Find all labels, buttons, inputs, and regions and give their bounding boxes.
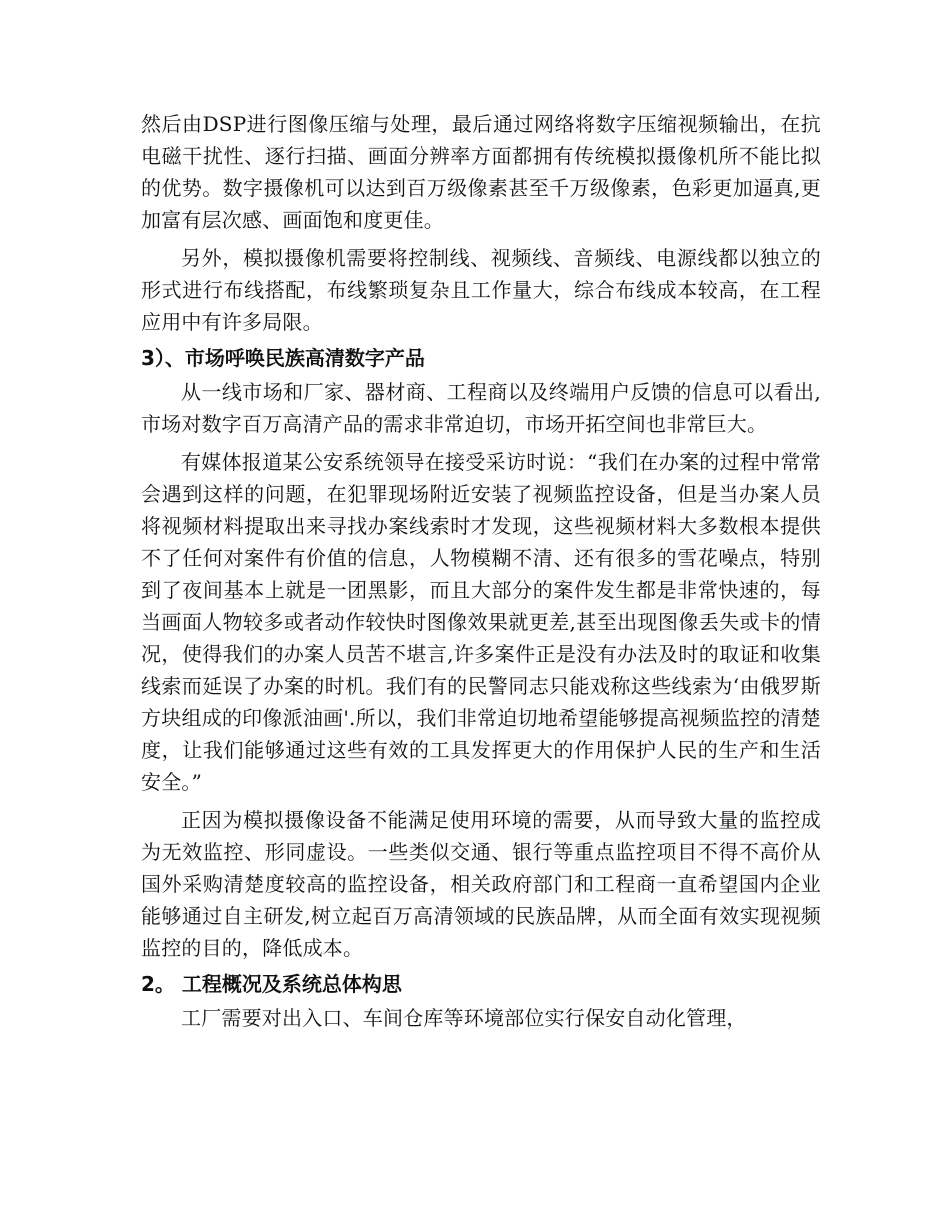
document-body bbox=[141, 108, 821, 1034]
paragraph-market-feedback: 从一线市场和厂家、器材商、工程商以及终端用户反馈的信息可以看出,市场对数字百万高清产品的需求非常迫切，市场开拓空间也非常巨大。 bbox=[141, 380, 821, 436]
paragraph-invalid-monitoring: 正因为模拟摄像设备不能满足使用环境的需要，从而导致大量的监控成为无效监控、形同虚设。一些类似交通、银行等重点监控项目不得不高价从国外采购清楚度较高的监控设备，相关政府部门和工程商一直希望国内企业能够通过自主研发,树立起百万高清领域的民族品牌，从而全面有效实现视频监控的目的，降低成本。 bbox=[141, 808, 821, 960]
section-heading-project-overview: 2。 工程概况及系统总体构思 bbox=[141, 972, 402, 996]
paragraph-police-quote: 有媒体报道某公安系统领导在接受采访时说：“我们在办案的过程中常常会遇到这样的问题，在犯罪现场附近安装了视频监控设备，但是当办案人员将视频材料提取出来寻找办案线索时才发现，这些视频材料大多数根本提供不了任何对案件有价值的信息，人物模糊不清、还有很多的雪花噪点，特别到了夜间基本上就是一团黑影，而且大部分的案件发生都是非常快速的，每当画面人物较多或者动作较快时图像效果就更差,甚至出现图像丢失或卡的情况，使得我们的办案人员苦不堪言,许多案件正是没有办法及时的取证和收集线索而延误了办案的时机。我们有的民警同志只能戏称这些线索为‘由俄罗斯方块组成的印像派油画'.所以，我们非常迫切地希望能够提高视频监控的清楚度，让我们能够通过这些有效的工具发挥更大的作用保护人民的生产和生活安全。” bbox=[141, 450, 821, 794]
paragraph-factory-needs: 工厂需要对出入口、车间仓库等环境部位实行保安自动化管理， bbox=[181, 1006, 747, 1030]
paragraph-digital-camera-advantages: 然后由DSP进行图像压缩与处理，最后通过网络将数字压缩视频输出，在抗电磁干扰性、逐行扫描、画面分辨率方面都拥有传统模拟摄像机所不能比拟的优势。数字摄像机可以达到百万级像素甚至千万级像素，色彩更加逼真,更加富有层次感、画面饱和度更佳。 bbox=[141, 112, 821, 232]
section-heading-market: 3）、市场呼唤民族高清数字产品 bbox=[141, 346, 425, 370]
paragraph-analog-wiring: 另外，模拟摄像机需要将控制线、视频线、音频线、电源线都以独立的形式进行布线搭配，布线繁琐复杂且工作量大，综合布线成本较高，在工程应用中有许多局限。 bbox=[141, 246, 821, 334]
